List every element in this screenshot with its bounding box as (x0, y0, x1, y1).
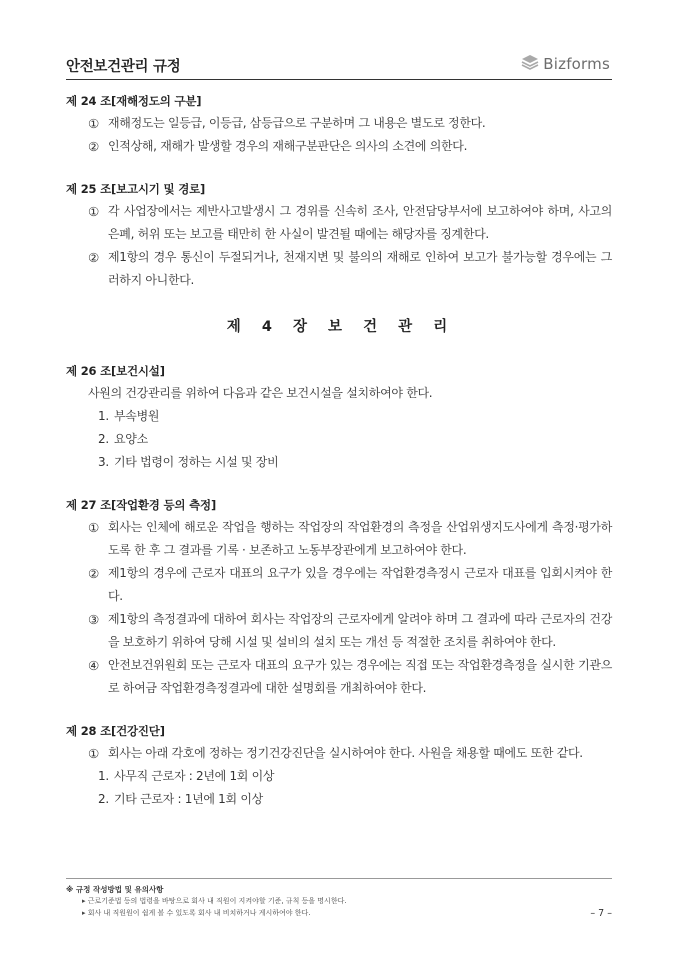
article-intro: 사원의 건강관리를 위하여 다음과 같은 보건시설을 설치하여야 한다. (88, 386, 433, 400)
item-number: 2. (98, 432, 109, 446)
page-header (66, 50, 612, 80)
list-item (66, 246, 612, 292)
article-title: 제 24 조[재해정도의 구분] (66, 94, 202, 108)
list-item (66, 608, 612, 654)
brand-name: Bizforms (543, 55, 610, 73)
page-number: – 7 – (590, 908, 612, 919)
article-24 (66, 90, 612, 158)
footer-heading: ※ 규정 작성방법 및 유의사항 (66, 885, 164, 894)
item-number: 3. (98, 455, 109, 469)
document-title: 안전보건관리 규정 (66, 59, 181, 75)
footer-rule (66, 878, 612, 879)
list-item (66, 788, 612, 811)
item-text: 각 사업장에서는 제반사고발생시 그 경위를 신속히 조사, 안전담당부서에 보고하여야 하며, 사고의 은폐, 허위 또는 보고를 태만히 한 사실이 발견될 때에는 해당자를 징계한다. (108, 204, 612, 241)
article-title: 제 25 조[보고시기 및 경로] (66, 182, 206, 196)
item-text: 제1항의 경우에 근로자 대표의 요구가 있을 경우에는 작업환경측정시 근로자 대표를 입회시켜야 한다. (108, 566, 612, 603)
chapter-heading: 제 4 장 보 건 관 리 (226, 319, 452, 335)
list-item (66, 200, 612, 246)
item-number: ② (88, 139, 99, 154)
item-number: ① (88, 204, 99, 219)
item-text: 부속병원 (114, 409, 160, 423)
brand-logo (521, 54, 610, 74)
article-26 (66, 360, 612, 474)
article-25 (66, 178, 612, 292)
list-item (66, 428, 612, 451)
footer-note: ▸ 근로기준법 등의 법령을 바탕으로 회사 내 직원이 지켜야할 기준, 규칙 등을 명시한다. (82, 897, 347, 905)
header-rule (66, 79, 612, 80)
item-number: ④ (88, 658, 99, 673)
footer-note: ▸ 회사 내 직원원이 쉽게 볼 수 있도록 회사 내 비치하거나 게시하여야 한다. (82, 909, 311, 917)
item-number: ① (88, 520, 99, 535)
list-item (66, 112, 612, 135)
item-text: 안전보건위원회 또는 근로자 대표의 요구가 있는 경우에는 직접 또는 작업환경측정을 실시한 기관으로 하여금 작업환경측정결과에 대한 설명회를 개최하여야 한다. (108, 658, 612, 695)
item-number: ③ (88, 612, 99, 627)
list-item (66, 451, 612, 474)
list-item (66, 405, 612, 428)
item-number: 1. (98, 409, 109, 423)
article-title: 제 27 조[작업환경 등의 측정] (66, 498, 217, 512)
list-item (66, 516, 612, 562)
article-28 (66, 720, 612, 811)
document-body (66, 86, 612, 811)
list-item (66, 742, 612, 765)
item-text: 제1항의 경우 통신이 두절되거나, 천재지변 및 불의의 재해로 인하여 보고가 불가능할 경우에는 그러하지 아니한다. (108, 250, 612, 287)
item-text: 인적상해, 재해가 발생할 경우의 재해구분판단은 의사의 소견에 의한다. (108, 139, 468, 153)
item-number: ② (88, 250, 99, 265)
item-text: 제1항의 측정결과에 대하여 회사는 작업장의 근로자에게 알려야 하며 그 결과에 따라 근로자의 건강을 보호하기 위하여 당해 시설 및 설비의 설치 또는 개선 등 적절한 조치를 취하여야 한다. (108, 612, 612, 649)
item-text: 회사는 아래 각호에 정하는 정기건강진단을 실시하여야 한다. 사원을 채용할 때에도 또한 같다. (108, 746, 583, 760)
item-text: 재해정도는 일등급, 이등급, 삼등급으로 구분하며 그 내용은 별도로 정한다. (108, 116, 486, 130)
item-text: 사무직 근로자 : 2년에 1회 이상 (114, 769, 275, 783)
item-number: 1. (98, 769, 109, 783)
stacked-layers-icon (521, 54, 539, 74)
item-number: ① (88, 746, 99, 761)
item-text: 기타 근로자 : 1년에 1회 이상 (114, 792, 263, 806)
list-item (66, 654, 612, 700)
article-27 (66, 494, 612, 700)
item-text: 기타 법령이 정하는 시설 및 장비 (114, 455, 279, 469)
list-item (66, 135, 612, 158)
page-footer (66, 878, 612, 919)
article-title: 제 28 조[건강진단] (66, 724, 165, 738)
list-item (66, 765, 612, 788)
list-item (66, 562, 612, 608)
item-number: 2. (98, 792, 109, 806)
article-title: 제 26 조[보건시설] (66, 364, 165, 378)
item-number: ① (88, 116, 99, 131)
item-text: 요양소 (114, 432, 148, 446)
item-number: ② (88, 566, 99, 581)
item-text: 회사는 인체에 해로운 작업을 행하는 작업장의 작업환경의 측정을 산업위생지도사에게 측정·평가하도록 한 후 그 결과를 기록 · 보존하고 노동부장관에게 보고하여야 한다. (108, 520, 612, 557)
